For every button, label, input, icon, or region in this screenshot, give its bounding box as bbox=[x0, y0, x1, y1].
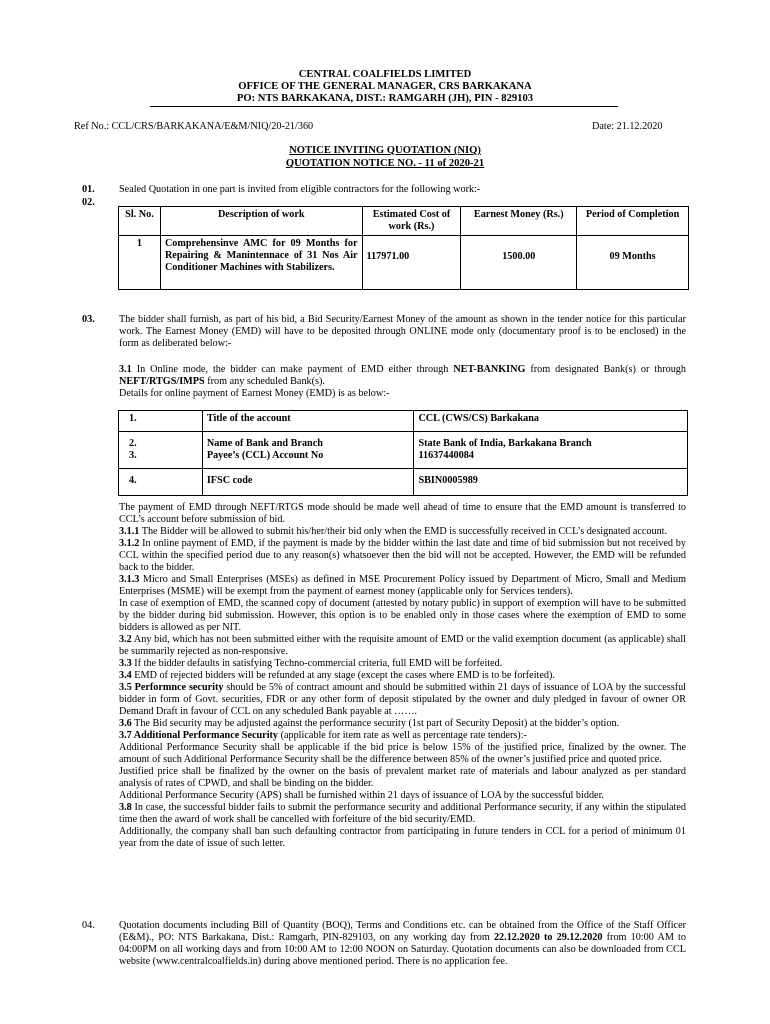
clause-text: If the bidder defaults in satisfying Techno-commercial criteria, full EMD will be forfeited. bbox=[131, 658, 503, 669]
org-name: CENTRAL COALFIELDS LIMITED bbox=[298, 69, 472, 80]
clause-number: 3.6 bbox=[119, 718, 132, 729]
bank-cell: 4. bbox=[119, 469, 203, 496]
bank-row-num: 3. bbox=[129, 450, 137, 461]
table-row bbox=[119, 469, 688, 496]
header-divider bbox=[150, 106, 618, 107]
clause-3-8 bbox=[119, 802, 686, 826]
bank-cell bbox=[202, 432, 414, 469]
bank-row-num: 2. bbox=[129, 438, 137, 449]
cell-estimated-cost: 117971.00 bbox=[362, 236, 461, 290]
clause-text: Any bid, which has not been submitted either with the requisite amount of EMD or the valid exemption document (as applicable) shall be summarily rejected as non-responsive. bbox=[119, 634, 686, 657]
cell-earnest-money: 1500.00 bbox=[461, 236, 577, 290]
bank-cell: IFSC code bbox=[202, 469, 414, 496]
reference-number: Ref No.: CCL/CRS/BARKAKANA/E&M/NIQ/20-21/360 bbox=[74, 121, 314, 132]
clause-3-1-text-a: In Online mode, the bidder can make payment of EMD either through bbox=[131, 364, 454, 375]
notice-title: NOTICE INVITING QUOTATION (NIQ) bbox=[289, 145, 481, 156]
clause-text: EMD of rejected bidders will be refunded at any stage (except the cases where EMD is to be forfeited). bbox=[131, 670, 555, 681]
bank-label: Name of Bank and Branch bbox=[206, 438, 323, 449]
clause-3-4 bbox=[119, 670, 686, 682]
clause-number: 3.7 Additional Performance Security bbox=[119, 730, 279, 741]
clause-text: should be 5% of contract amount and should be submitted within 21 days of issuance of LOA by the successful bidder in form of Govt. securities, FDR or any other form of deposit stipulated by the owner and duly pledged in favour of owner OR Demand Draft in favour of CCL on any scheduled Bank payable at ……. bbox=[119, 682, 687, 717]
col-header-estimated-cost: Estimated Cost of work (Rs.) bbox=[362, 207, 461, 236]
section-number-04: 04. bbox=[82, 920, 95, 931]
bank-cell: CCL (CWS/CS) Barkakana bbox=[414, 411, 688, 432]
clause-3-6 bbox=[119, 718, 686, 730]
aps-paragraph-1: Additional Performance Security shall be applicable if the bid price is below 15% of the justified price, finalized by the owner. The amount of such Additional Performance Security shall be the difference between 85% of the owner’s justified price and quoted price. bbox=[119, 742, 686, 765]
clause-3-3 bbox=[119, 658, 686, 670]
clause-number: 3.1.2 bbox=[119, 538, 140, 549]
clause-3-7 bbox=[119, 730, 686, 742]
bank-label: Payee’s (CCL) Account No bbox=[206, 450, 324, 461]
col-header-earnest-money: Earnest Money (Rs.) bbox=[461, 207, 577, 236]
clause-3-5 bbox=[119, 682, 686, 718]
clause-3-1 bbox=[119, 364, 686, 400]
bank-cell: Title of the account bbox=[202, 411, 414, 432]
ban-paragraph: Additionally, the company shall ban such defaulting contractor from participating in future tenders in CCL for a period of minimum 01 year from the date of issue of such letter. bbox=[119, 826, 686, 849]
neft-label: NEFT/RTGS/IMPS bbox=[119, 376, 205, 387]
bank-cell bbox=[119, 432, 203, 469]
notice-date: Date: 21.12.2020 bbox=[592, 121, 663, 132]
work-table bbox=[118, 206, 689, 290]
bank-details-table bbox=[118, 410, 688, 496]
section-04-text-a: Quotation documents including Bill of Quantity (BOQ), Terms and Conditions etc. can be obtained from the Office of the Staff Officer (E&M)., PO: NTS Barkakana, Dist.: Ramgarh, PIN-829103, on any working day from bbox=[119, 920, 686, 943]
emd-details-intro: Details for online payment of Earnest Money (EMD) is as below:- bbox=[119, 388, 390, 399]
clause-number: 3.1.1 bbox=[119, 526, 140, 537]
table-header-row bbox=[119, 207, 689, 236]
intro-text: Sealed Quotation in one part is invited from eligible contractors for the following work:- bbox=[119, 184, 481, 195]
notice-number: QUOTATION NOTICE NO. - 11 of 2020-21 bbox=[285, 158, 485, 169]
col-header-sl-no: Sl. No. bbox=[119, 207, 161, 236]
office-address: PO: NTS BARKAKANA, DIST.: RAMGARH (JH), PIN - 829103 bbox=[236, 93, 534, 104]
aps-paragraph-3: Additional Performance Security (APS) shall be furnished within 21 days of issuance of LOA by the successful bidder. bbox=[119, 790, 604, 801]
section-04-text-b: from 10:00 AM to 04:00PM on all working days and from 10:00 AM to 12:00 NOON on Saturday. Quotation documents can also be downloaded from CCL website (www.centralcoalfields.in) during above mentioned period. There is no application fee. bbox=[119, 932, 686, 967]
clause-3-1-1 bbox=[119, 526, 686, 538]
clause-3-1-2 bbox=[119, 538, 686, 574]
clause-text: In case, the successful bidder fails to submit the performance security and additional Performance security, if any within the stipulated time then the award of work shall be cancelled with forfeiture of the bid security/EMD. bbox=[119, 802, 686, 825]
clause-number: 3.1.3 bbox=[119, 574, 140, 585]
clause-number: 3.8 bbox=[119, 802, 132, 813]
section-number-03: 03. bbox=[82, 314, 95, 325]
section-03-text: The bidder shall furnish, as part of his bid, a Bid Security/Earnest Money of the amount as shown in the tender notice for this particular work. The Earnest Money (EMD) will have to be deposited through ONLINE mode only (documentary proof is to be enclosed) in the form as deliberated below:- bbox=[119, 314, 686, 349]
clause-text: The Bid security may be adjusted against the performance security (1st part of Security Deposit) at the bidder’s option. bbox=[131, 718, 620, 729]
emd-body bbox=[119, 502, 686, 850]
clause-number: 3.2 bbox=[119, 634, 132, 645]
bank-cell: 1. bbox=[119, 411, 203, 432]
bank-cell bbox=[414, 432, 688, 469]
cell-description: Comprehensinve AMC for 09 Months for Repairing & Manintennace of 31 Nos Air Conditioner Machines with Stabilizers. bbox=[160, 236, 362, 290]
col-header-period: Period of Completion bbox=[577, 207, 689, 236]
net-banking-label: NET-BANKING bbox=[453, 364, 526, 375]
clause-text: Micro and Small Enterprises (MSEs) as defined in MSE Procurement Policy issued by Department of Micro, Small and Medium Enterprises (MSME) will be exempt from the payment of earnest money (applicable only for Services tenders). bbox=[119, 574, 686, 597]
col-header-description: Description of work bbox=[160, 207, 362, 236]
bank-value: 11637440084 bbox=[418, 450, 474, 461]
table-row bbox=[119, 432, 688, 469]
clause-3-1-text-c: from any scheduled Bank(s). bbox=[204, 376, 325, 387]
aps-paragraph-2: Justified price shall be finalized by the owner on the basis of prevalent market rate of materials and labour analyzed as per standard analysis of rates of CPWD, and shall be binding on the bidder. bbox=[119, 766, 686, 789]
bank-cell: SBIN0005989 bbox=[414, 469, 688, 496]
bank-value: State Bank of India, Barkakana Branch bbox=[418, 438, 592, 449]
clause-text: (applicable for item rate as well as percentage rate tenders):- bbox=[278, 730, 527, 741]
table-row bbox=[119, 411, 688, 432]
emd-timing-note: The payment of EMD through NEFT/RTGS mode should be made well ahead of time to ensure that the EMD amount is transferred to CCL’s account before submission of bid. bbox=[119, 502, 686, 525]
clause-3-1-number: 3.1 bbox=[119, 364, 132, 375]
section-04-text bbox=[119, 920, 686, 968]
office-name: OFFICE OF THE GENERAL MANAGER, CRS BARKAKANA bbox=[238, 81, 532, 92]
clause-number: 3.3 bbox=[119, 658, 132, 669]
cell-period: 09 Months bbox=[577, 236, 689, 290]
clause-number: 3.4 bbox=[119, 670, 132, 681]
section-number-02: 02. bbox=[82, 197, 95, 208]
clause-number: 3.5 Performnce security bbox=[119, 682, 224, 693]
clause-text: In online payment of EMD, if the payment is made by the bidder within the last date and time of bid submission but not received by CCL within the specified period due to any reason(s) whatsoever then the bid will not be accepted. However, the EMD will be refunded back to the bidder. bbox=[119, 538, 686, 573]
clause-3-2 bbox=[119, 634, 686, 658]
cell-sl-no: 1 bbox=[119, 236, 161, 290]
clause-text: The Bidder will be allowed to submit his/her/their bid only when the EMD is successfully received in CCL’s designated account. bbox=[139, 526, 668, 537]
exemption-note: In case of exemption of EMD, the scanned copy of document (attested by notary public) in support of exemption will have to be submitted by the bidder during bid submission. However, this option is to be enabled only in those cases where the exemption of EMD to some bidders is allowed as per NIT. bbox=[119, 598, 686, 633]
document-period: 22.12.2020 to 29.12.2020 bbox=[493, 932, 603, 943]
table-row bbox=[119, 236, 689, 290]
section-number-01: 01. bbox=[82, 184, 95, 195]
clause-3-1-3 bbox=[119, 574, 686, 598]
clause-3-1-text-b: from designated Bank(s) or through bbox=[525, 364, 686, 375]
